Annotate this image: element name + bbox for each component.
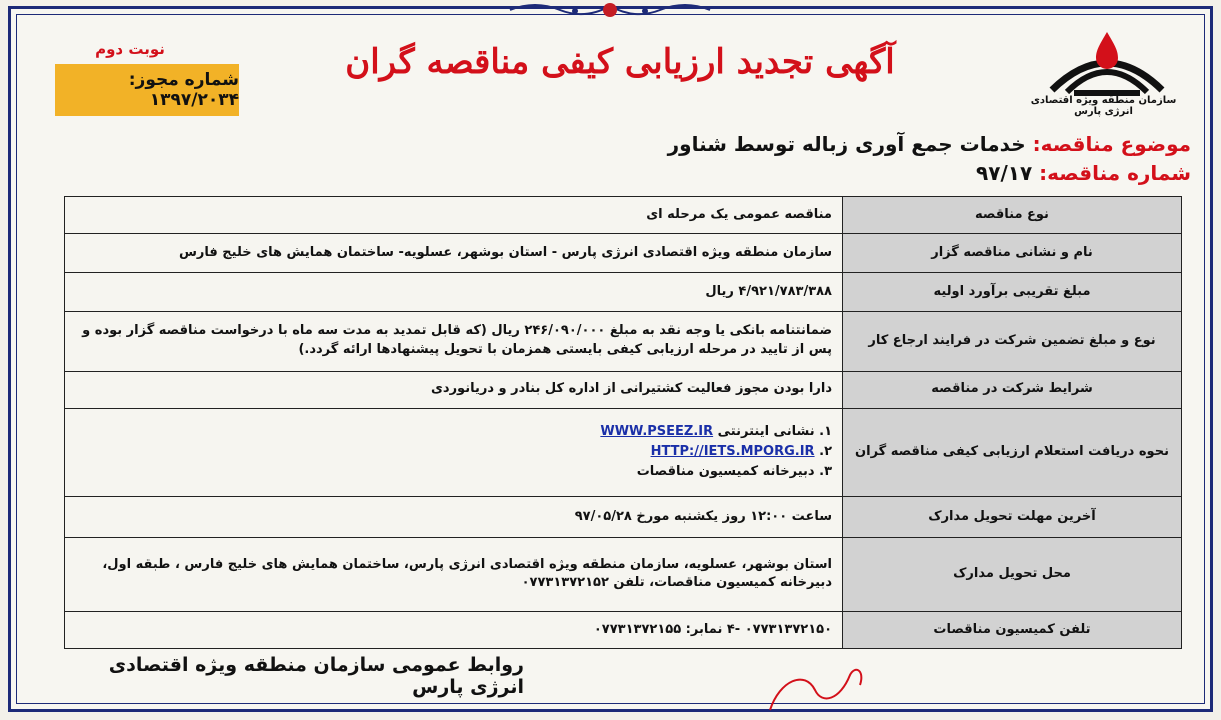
tender-number [591, 161, 1191, 185]
link-item [75, 442, 832, 462]
row-label: تلفن کمیسیون مناقصات [843, 611, 1182, 648]
row-value: سازمان منطقه ویژه اقتصادی انرژی پارس - استان بوشهر، عسلویه- ساختمان همایش های خلیج فارس [65, 233, 843, 272]
row-value: ۰۷۷۳۱۳۷۲۱۵۰ -۴ نمابر: ۰۷۷۳۱۳۷۲۱۵۵ [65, 611, 843, 648]
row-label: شرایط شرکت در مناقصه [843, 371, 1182, 408]
row-value: ضمانتنامه بانکی یا وجه نقد به مبلغ ۲۴۶/۰۹۰/۰۰۰ ریال (که قابل تمدید به مدت سه ماه با درخواست مناقصه گزار بوده و پس از تایید در مرحله ارزیابی کیفی بایستی همزمان با تحویل پیشنهادها ارائه گردد.) [65, 312, 843, 372]
table-row [65, 538, 1182, 612]
footer-signature: روابط عمومی سازمان منطقه ویژه اقتصادی انرژی پارس [108, 654, 524, 698]
row-label: نوع مناقصه [843, 197, 1182, 234]
table-row [65, 611, 1182, 648]
table-row [65, 233, 1182, 272]
link-prefix: ۳. دبیرخانه کمیسیون مناقصات [636, 464, 832, 480]
link-item [75, 462, 832, 482]
row-label: مبلغ تقریبی برآورد اولیه [843, 273, 1182, 312]
tender-subject [591, 132, 1191, 156]
row-value: مناقصه عمومی یک مرحله ای [65, 197, 843, 234]
tender-number-label: شماره مناقصه: [1039, 161, 1191, 185]
row-label: نحوه دریافت استعلام ارزیابی کیفی مناقصه گران [843, 408, 1182, 496]
tender-info-table [64, 196, 1182, 649]
table-row [65, 273, 1182, 312]
table-row [65, 408, 1182, 496]
row-value: استان بوشهر، عسلویه، سازمان منطقه ویژه اقتصادی انرژی پارس، ساختمان همایش های خلیج فارس ، طبقه اول، دبیرخانه کمیسیون مناقصات، تلفن ۰۷۷۳۱۳۷۲۱۵۲ [65, 538, 843, 612]
table-row [65, 312, 1182, 372]
row-value: دارا بودن مجوز فعالیت کشتیرانی از اداره کل بنادر و دریانوردی [65, 371, 843, 408]
row-label: آخرین مهلت تحویل مدارک [843, 496, 1182, 537]
subject-label: موضوع مناقصه: [1032, 132, 1191, 156]
row-value: ساعت ۱۲:۰۰ روز یکشنبه مورخ ۹۷/۰۵/۲۸ [65, 496, 843, 537]
page-title: آگهی تجدید ارزیابی کیفی مناقصه گران [345, 42, 895, 82]
link-prefix: ۲. [819, 444, 832, 460]
table-row [65, 371, 1182, 408]
row-label: نوع و مبلغ تضمین شرکت در فرایند ارجاع کار [843, 312, 1182, 372]
permit-badge: شماره مجوز: ۱۳۹۷/۲۰۳۴ [55, 64, 239, 116]
table-row [65, 496, 1182, 537]
link-prefix: ۱. نشانی اینترنتی [717, 424, 832, 440]
table-row [65, 197, 1182, 234]
subject-value: خدمات جمع آوری زباله توسط شناور [667, 132, 1026, 156]
row-label: نام و نشانی مناقصه گزار [843, 233, 1182, 272]
org-caption: سازمان منطقه ویژه اقتصادی انرژی پارس [1030, 95, 1177, 117]
iets-link[interactable]: HTTP://IETS.MPORG.IR [650, 444, 815, 460]
row-label: محل تحویل مدارک [843, 538, 1182, 612]
pseez-link[interactable]: WWW.PSEEZ.IR [600, 424, 714, 440]
tender-number-value: ۹۷/۱۷ [976, 161, 1033, 185]
link-item [75, 422, 832, 442]
ornament-icon [505, 0, 715, 22]
scribble-icon [760, 660, 880, 718]
row-value: ۴/۹۲۱/۷۸۳/۳۸۸ ریال [65, 273, 843, 312]
row-value-links [65, 408, 843, 496]
round-label: نوبت دوم [95, 40, 165, 58]
